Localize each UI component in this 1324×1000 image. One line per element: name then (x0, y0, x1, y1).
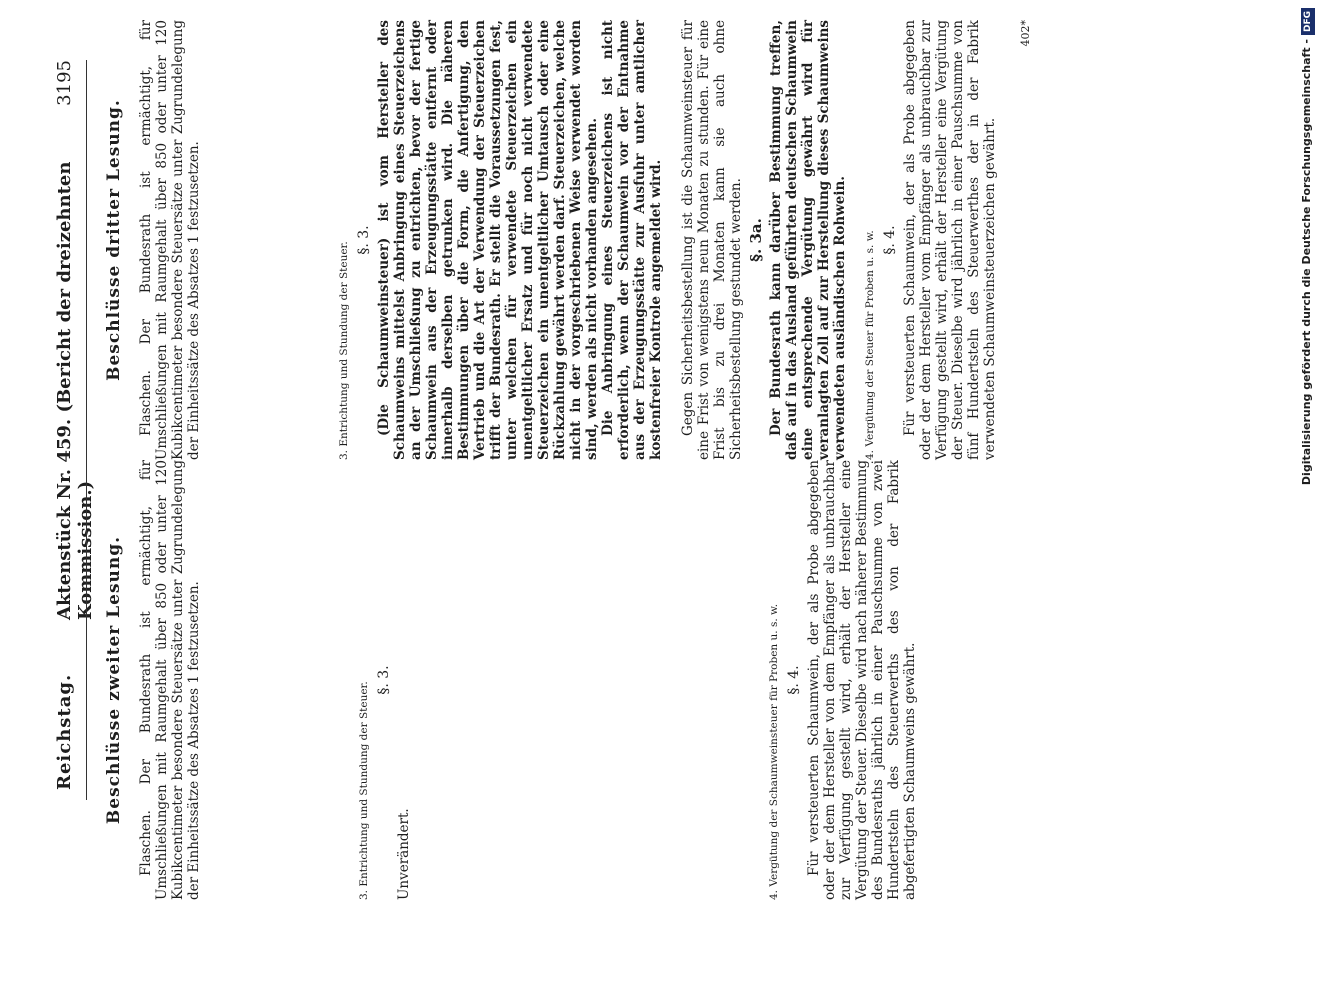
section-heading: 3. Entrichtung und Stundung der Steuer. (338, 241, 350, 460)
section-text: Für versteuerten Schaumwein, der als Probe abgegeben oder der dem Hersteller von dem Empfänger als unbrauchbar zur Verfügung gestellt wird, erhält der Hersteller eine Vergütung der Steuer. Dieselbe wird nach näherer Bestimmung des Bundesraths jährlich in einer Pauschsumme von zwei Hundertsteln des Steuerwerths des von der Fabrik abgefertigten Schaumweins gewährt. (806, 460, 918, 900)
intro-text: Flaschen. Der Bundesrath ist ermächtigt, für Umschließungen mit Raumgehalt über 850 oder unter 120 Kubikcentimeter besondere Steuersätze unter Zugrundelegung der Einheitssätze des Absatzes 1 festzusetzen. (138, 20, 202, 460)
column-third-reading (96, 20, 1034, 460)
section-text: Der Bundesrath kann darüber Bestimmung treffen, daß auf in das Ausland geführten deutschen Schaumwein eine entsprechende Vergütung gewährt wird für veranlagten Zoll auf zur Herstellung dieses Schaumweins verwendeten ausländischen Rohwein. (768, 20, 848, 460)
paragraph-mark: §. 3. (376, 665, 392, 695)
section-text: Für versteuerten Schaumwein, der als Probe abgegeben oder der dem Hersteller vom Empfänger als unbrauchbar zur Verfügung gestellt wird, erhält der Hersteller eine Vergütung der Steuer. Dieselbe wird jährlich in einer Pauschsumme von fünf Hundertsteln des Steuerwerthes der in der Fabrik verwendeten Schaumweinsteuerzeichen gewährt. (902, 20, 998, 460)
section-text: Die Anbringung eines Steuerzeichens ist nicht erforderlich, wenn der Schaumwein vor der Entnahme aus der Erzeugungsstätte zur Ausfuhr unter amtlicher kostenfreier Kontrole angemeldet wird. (600, 20, 664, 460)
paragraph-mark: §. 4. (786, 665, 802, 695)
section-text: Unverändert. (396, 808, 412, 900)
section-text: Gegen Sicherheitsbestellung ist die Schaumweinsteuer für eine Frist von wenigstens neun Monaten zu stunden. Für eine Frist bis zu drei Monaten kann sie auch ohne Sicherheitsbestellung gestundet werden. (680, 20, 744, 460)
intro-text: Flaschen. Der Bundesrath ist ermächtigt, für Umschließungen mit Raumgehalt über 850 oder unter 120 Kubikcentimeter besondere Steuersätze unter Zugrundelegung der Einheitssätze des Absatzes 1 festzusetzen. (138, 460, 202, 900)
header-rule (86, 60, 87, 800)
page-header (54, 60, 96, 940)
paragraph-mark: §. 3a. (747, 218, 765, 262)
paragraph-mark: §. 3. (356, 225, 372, 255)
section-heading: 4. Vergütung der Schaumweinsteuer für Proben u. s. w. (768, 603, 780, 900)
header-left: Reichstag. (54, 673, 75, 790)
column-second-reading (96, 460, 918, 900)
dfg-logo: DFG (1301, 8, 1315, 35)
page-number: 3195 (54, 60, 75, 106)
section-text: (Die Schaumweinsteuer) ist vom Hersteller des Schaumweins mittelst Anbringung eines Steuerzeichens an der Umschließung zu entrichten, bevor der fertige Schaumwein aus der Erzeugungsstätte entfernt oder innerhalb derselben getrunken wird. Die näheren Bestimmungen über die Form, die Anfertigung, den Vertrieb und die Art der Verwendung der Steuerzeichen trifft der Bundesrath. Er stellt die Voraussetzungen fest, unter welchen für verwendete Steuerzeichen ein unentgeltlicher Ersatz und für noch nicht verwendete Steuerzeichen ein unentgeltlicher Umtausch oder eine Rückzahlung gewährt werden darf. Steuerzeichen, welche nicht in der vorgeschriebenen Weise verwendet worden sind, werden als nicht vorhanden angesehen. (376, 20, 600, 460)
section-heading: 3. Entrichtung und Stundung der Steuer. (358, 681, 370, 900)
digitization-text (1296, 8, 1318, 992)
column-title: Beschlüsse zweiter Lesung. (104, 535, 124, 825)
digitization-note (1296, 8, 1318, 992)
header-title: Aktenstück Nr. 459. (Bericht der dreizehnten Kommission.) (54, 161, 96, 620)
signature-mark: 402* (1019, 20, 1032, 47)
paragraph-mark: §. 4. (882, 225, 898, 255)
column-title: Beschlüsse dritter Lesung. (104, 99, 124, 381)
digitization-caption: Digitalisierung gefördert durch die Deutsche Forschungsgemeinschaft - (1300, 39, 1313, 486)
section-heading: 4. Vergütung der Steuer für Proben u. s. w. (864, 230, 876, 460)
